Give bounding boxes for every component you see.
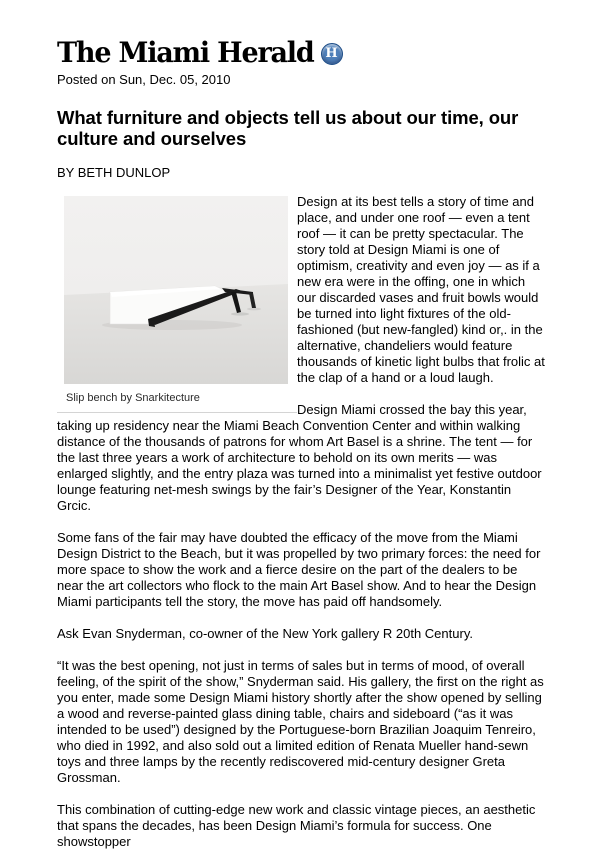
paragraph-1: Design at its best tells a story of time and place, and under one roof — even a tent roof — it can be pretty spectacular. The story told at Design Miami is one of optimism, creativity and even joy — as if a new era were in the offing, one in which our discarded vases and fruit bowls would be turned into light fixtures of the old-fashioned (but new-fangled) kind or,. in the alternative, chandeliers would feature thousands of kinetic light bulbs that frolic at the clap of a hand or a loud laugh.: [297, 194, 545, 385]
slip-bench-illustration: [64, 196, 288, 384]
slip-bench-photo: [64, 196, 288, 384]
article-body: [57, 194, 545, 866]
paragraph-4: Ask Evan Snyderman, co-owner of the New York gallery R 20th Century.: [57, 626, 473, 641]
headline: What furniture and objects tell us about our time, our culture and ourselves: [57, 107, 519, 149]
paragraph-3: Some fans of the fair may have doubted the efficacy of the move from the Miami Design District to the Beach, but it was propelled by two primary forces: the need for more space to show the work and a fierce desire on the part of the dealers to be near the art collectors who flock to the main Art Basel show. And to hear the Design Miami participants tell the story, the move has paid off handsomely.: [57, 530, 541, 609]
logo-text: The Miami Herald: [57, 36, 314, 70]
herald-badge-letter: H: [325, 46, 338, 61]
herald-badge-icon: [321, 43, 343, 65]
article-photo-figure: [57, 196, 297, 413]
miami-herald-logo: [57, 36, 545, 70]
paragraph-2: Design Miami crossed the bay this year, taking up residency near the Miami Beach Convention Center and within walking distance of the thousands of patrons for whom Art Basel is a shrine. The tent — for the last three years a work of architecture to behold on its own merits — was enlarged slightly, and the entry plaza was turned into a minimalist yet festive outdoor lounge featuring net-mesh swings by the fair’s Designer of the Year, Konstantin Grcic.: [57, 402, 542, 513]
paragraph-5: “It was the best opening, not just in terms of sales but in terms of mood, of overall feeling, of the spirit of the show,” Snyderman said. His gallery, the first on the right as you enter, made some Design Miami history shortly after the show opened by selling a wood and reverse-painted glass dining table, chairs and sideboard (“as it was intended to be used”) designed by the Portuguese-born Brazilian Joaquim Tenreiro, who died in 1992, and also sold out a limited edition of Renata Mueller hand-sewn toys and three lamps by the recently rediscovered mid-century designer Greta Grossman.: [57, 658, 544, 785]
posted-date: Posted on Sun, Dec. 05, 2010: [57, 72, 231, 87]
photo-caption: Slip bench by Snarkitecture: [66, 392, 200, 404]
masthead: [57, 36, 545, 87]
paragraph-6: This combination of cutting-edge new work and classic vintage pieces, an aesthetic that spans the decades, has been Design Miami’s formula for success. One showstopper: [57, 802, 536, 849]
byline: BY BETH DUNLOP: [57, 165, 171, 180]
